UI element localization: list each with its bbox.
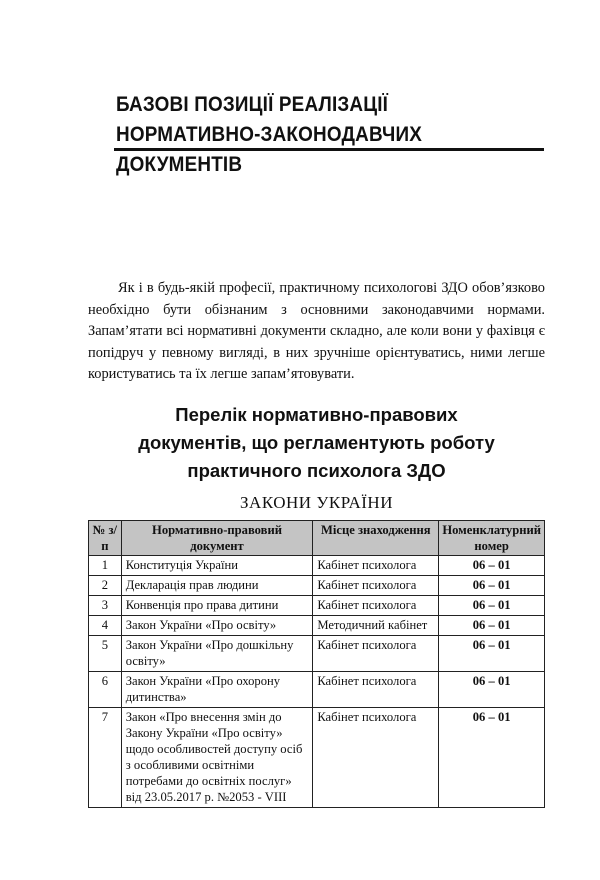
row-code: 06 – 01 <box>439 636 545 672</box>
table-row <box>89 576 545 596</box>
header-code: Номенклатурний номер <box>439 521 545 556</box>
page-title: БАЗОВІ ПОЗИЦІЇ РЕАЛІЗАЦІЇ НОРМАТИВНО-ЗАКОНОДАВЧИХ ДОКУМЕНТІВ <box>116 93 423 176</box>
row-document: Конвенція про права дитини <box>121 596 313 616</box>
table-header-row <box>89 521 545 556</box>
header-number: № з/п <box>89 521 122 556</box>
table-row <box>89 556 545 576</box>
row-number: 7 <box>89 708 122 808</box>
row-document: Закон України «Про освіту» <box>121 616 313 636</box>
row-location: Методичний кабінет <box>313 616 439 636</box>
row-code: 06 – 01 <box>439 556 545 576</box>
intro-paragraph <box>88 278 545 386</box>
laws-table <box>88 520 545 808</box>
intro-text: Як і в будь-якій професії, практичному психологові ЗДО обов’язково необхідно бути обізнаним з основними законодавчими нормами. Запам’ятати всі нормативні документи складно, але коли вони у фахівця є попідруч у певному вигляді, в них зручніше орієнтуватись, ними легше користуватись та їх легше запам’ятовувати. <box>88 280 545 382</box>
header-location: Місце знаходження <box>313 521 439 556</box>
table-row <box>89 636 545 672</box>
row-number: 3 <box>89 596 122 616</box>
row-number: 2 <box>89 576 122 596</box>
row-code: 06 – 01 <box>439 616 545 636</box>
row-number: 6 <box>89 672 122 708</box>
laws-section-title: ЗАКОНИ УКРАЇНИ <box>240 493 393 512</box>
table-row <box>89 708 545 808</box>
row-code: 06 – 01 <box>439 708 545 808</box>
row-location: Кабінет психолога <box>313 636 439 672</box>
row-location: Кабінет психолога <box>313 596 439 616</box>
row-document: Закон України «Про охорону дитинства» <box>121 672 313 708</box>
table-row <box>89 672 545 708</box>
table-row <box>89 596 545 616</box>
row-document: Конституція України <box>121 556 313 576</box>
list-heading-line-3: практичного психолога ЗДО <box>187 460 446 481</box>
row-document: Закон «Про внесення змін до Закону України «Про освіту» щодо особливостей доступу осіб з особливими освітніми потребами до освітніх послуг» від 23.05.2017 р. №2053 - VIII <box>121 708 313 808</box>
header-document: Нормативно-правовий документ <box>121 521 313 556</box>
row-code: 06 – 01 <box>439 576 545 596</box>
row-location: Кабінет психолога <box>313 672 439 708</box>
table-row <box>89 616 545 636</box>
row-document: Закон України «Про дошкільну освіту» <box>121 636 313 672</box>
row-document: Декларація прав людини <box>121 576 313 596</box>
row-number: 5 <box>89 636 122 672</box>
list-heading-line-1: Перелік нормативно-правових <box>175 404 458 425</box>
title-rule <box>114 148 544 151</box>
row-code: 06 – 01 <box>439 596 545 616</box>
list-heading <box>88 401 545 485</box>
row-location: Кабінет психолога <box>313 556 439 576</box>
row-code: 06 – 01 <box>439 672 545 708</box>
row-location: Кабінет психолога <box>313 576 439 596</box>
list-heading-line-2: документів, що регламентують роботу <box>138 432 495 453</box>
row-location: Кабінет психолога <box>313 708 439 808</box>
row-number: 4 <box>89 616 122 636</box>
row-number: 1 <box>89 556 122 576</box>
